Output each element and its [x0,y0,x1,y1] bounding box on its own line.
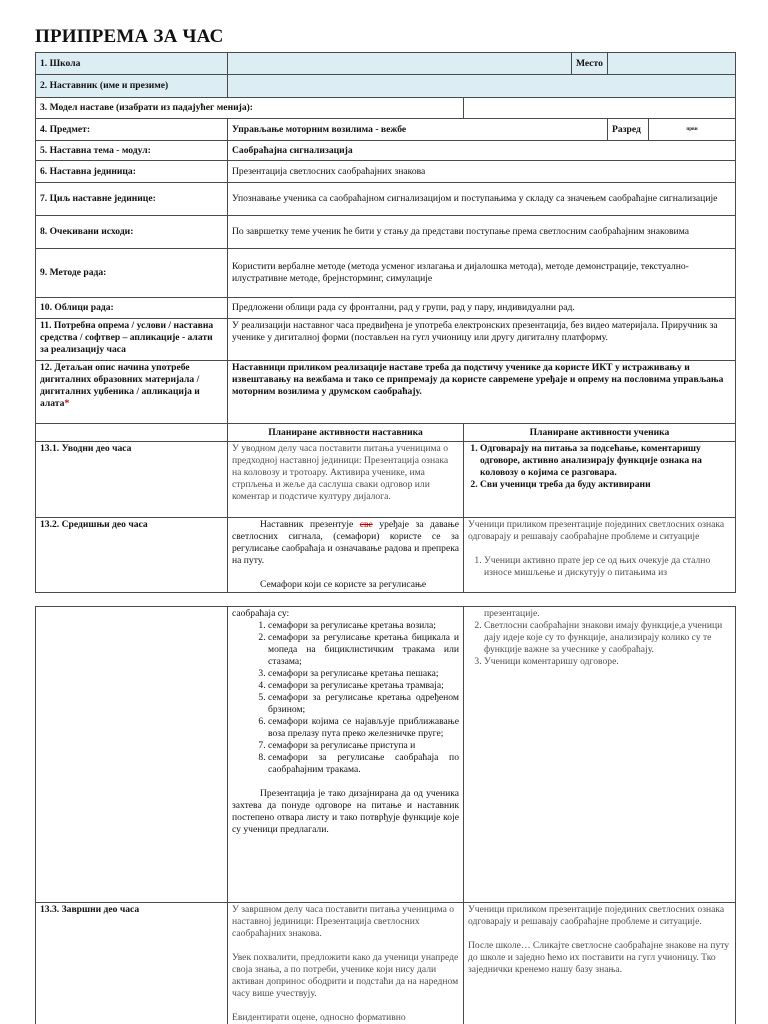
teacher-label: 2. Наставник (име и презиме) [36,75,228,98]
school-field[interactable] [228,53,572,75]
final-student-activities [464,903,736,1024]
subject-label: 4. Предмет: [36,119,228,141]
struck-word: све [359,519,373,530]
description-label [36,361,228,424]
intro-label: 13.1. Уводни део часа [36,442,228,518]
list-item: 3. Ученици коментаришу одговоре. [484,656,731,668]
list-item: 2. Сви ученици треба да буду активирани [480,479,731,491]
outcomes-value: По завршетку теме ученик ће бити у стању да представи поступање према светлосним саобраћајним знаковима [228,216,736,249]
goal-value: Упознавање ученика са саобраћајном сигнализацијом и поступањима у складу са значењем саобраћајне сигнализације [228,183,736,216]
topic-label: 5. Наставна тема - модул: [36,141,228,161]
list-item: 1. Одговарају на питања за подсећање, коментаришу одговоре, активно анализирају функције ознака на коловозу о којима се разговара. [480,443,731,479]
middle-teacher-activities [228,518,464,593]
forms-value: Предложени облици рада су фронтални, рад у групи, рад у пару, индивидуални рад. [228,298,736,319]
middle-label-continued [36,607,228,903]
teacher-activities-header: Планиране активности наставника [228,424,464,442]
place-label: Место [572,53,608,75]
list-item: 1. семафори за регулисање кретања возила; [268,620,459,632]
page-title: ПРИПРЕМА ЗА ЧАС [35,26,224,47]
topic-value: Саобраћајна сигнализација [228,141,736,161]
list-item: 8. семафори за регулисање саобраћаја по саобраћајним тракама. [268,752,459,776]
list-item: 3. семафори за регулисање кретања пешака; [268,668,459,680]
list-item: 2. Светлосни саобраћајни знакови имају функције,а ученици дају идеје које су то функције, анализирају колико су те функције важне за учеснике у саобраћају. [484,620,731,656]
school-label: 1. Школа [36,53,228,75]
equipment-label: 11. Потребна опрема / услови / наставна средства / софтвер – апликације - алати за реализацију часа [36,319,228,361]
middle-teacher-text-cont: уређаје за давање светлосних сигнала, (семафори) користе се за регулисање саобраћаја и означавање радова и препрека на путу. [232,519,459,566]
description-label-text: 12. Детаљан опис начина употребе дигиталних образовних материјала / дигиталних уџбеника / апликација и алата [40,362,200,409]
description-value: Наставници приликом реализације наставе треба да подстичу ученике да користе ИКТ у истраживању и извештавању на вежбама и тако се припремају да користе савремене уређаје и опрему на пословима управљања моторним возилима у друмском саобраћају. [228,361,736,424]
middle-teacher-text-2-cont: саобраћаја су: [232,608,290,619]
list-item: 2. семафори за регулисање кретања бицикала и мопеда на бициклистичким тракама или стазама; [268,632,459,668]
unit-value: Презентација светлосних саобраћајних знакова [228,161,736,183]
middle-students-intro: Ученици приликом презентације појединих светлосних ознака одговарају и решавају саобраћајне проблеме и ситуације [468,519,725,542]
lesson-plan-table [35,52,736,593]
middle-teacher-activities-continued [228,607,464,903]
list-item: 7. семафори за регулисање приступа и [268,740,459,752]
list-item: 6. семафори којима се најављује приближавање воза прелазу пута преко железничке пруге; [268,716,459,740]
final-label: 13.3. Завршни део часа [36,903,228,1024]
goal-label: 7. Циљ наставне јединице: [36,183,228,216]
middle-label: 13.2. Средишњи део часа [36,518,228,593]
model-label: 3. Модел наставе (изабрати из падајућег менија): [36,98,464,119]
grade-value: први [649,119,736,141]
grade-label: Разред [608,119,649,141]
lesson-plan-table-continued [35,606,736,1024]
middle-student-activities [464,518,736,593]
methods-label: 9. Методе рада: [36,249,228,298]
forms-label: 10. Облици рада: [36,298,228,319]
list-item: 1. Ученици активно прате јер се од њих очекује да стално износе мишљење и дискутују о питањима из [484,555,731,579]
middle-teacher-text: Наставник презентује [260,519,354,530]
outcomes-label: 8. Очекивани исходи: [36,216,228,249]
planning-corner-cell [36,424,228,442]
place-field[interactable] [608,53,736,75]
student-activities-header: Планиране активности ученика [464,424,736,442]
middle-student-activities-continued [464,607,736,903]
list-item: 5. семафори за регулисање кретања одређеном брзином; [268,692,459,716]
equipment-value: У реализацији наставног часа предвиђена је употреба електронских презентација, без видео материјала. Приручник за ученике у дигиталној форми (постављен на гугл учионицу или другу дигиталну платформу. [228,319,736,361]
middle-teacher-text-2: Семафори који се користе за регулисање [260,579,427,590]
subject-value: Управљање моторним возилима - вежбе [228,119,608,141]
final-teacher-text-3: Евидентирати оцене, односно формативно [232,1012,406,1023]
intro-teacher-activities: У уводном делу часа поставити питања ученицима о предходној наставној јединици: Презентација ознака на коловозу и тротоару. Активира ученике, има стрпљења и жеље да саслуша сваки одговор или коментар и подстиче културу дијалога. [228,442,464,518]
final-teacher-activities [228,903,464,1024]
methods-value: Користити вербалне методе (метода усменог излагања и дијалошка метода), методе демонстрације, текстуално-илустративне методе, брејнсторминг, симулације [228,249,736,298]
unit-label: 6. Наставна јединица: [36,161,228,183]
intro-student-activities [464,442,736,518]
final-teacher-text-2: Увек похвалити, предложити како да ученици унапреде своја знања, а по потреби, ученике који нису дали активан допринос ободрити и подстаћи да на наредном часу више учествују. [232,952,459,999]
list-item: 4. семафори за регулисање кретања трамваја; [268,680,459,692]
final-students-text-1: Ученици приликом презентације појединих светлосних ознака одговарају и решавају саобраћајне проблеме и ситуације. [468,904,725,927]
middle-students-item1-cont: презентације. [484,608,540,619]
model-dropdown[interactable] [464,98,736,119]
middle-teacher-text-3: Презентација је тако дизајнирана да од ученика захтева да понуде одговоре на питање и наставник постепено отвара листу и тако потврђује функције које су ученици предлагали. [232,788,459,835]
teacher-field[interactable] [228,75,736,98]
final-students-text-2: После школе… Сликајте светлосне саобраћајне знакове на путу до школе и заједно ћемо их поставити на гугл учионицу. Тко заједнички кренeмо нашу базу знања. [468,940,730,975]
required-asterisk: * [64,398,70,409]
final-teacher-text-1: У завршном делу часа поставити питања ученицима о наставној јединици: Презентација светлосних саобраћајних знакова. [232,904,455,939]
